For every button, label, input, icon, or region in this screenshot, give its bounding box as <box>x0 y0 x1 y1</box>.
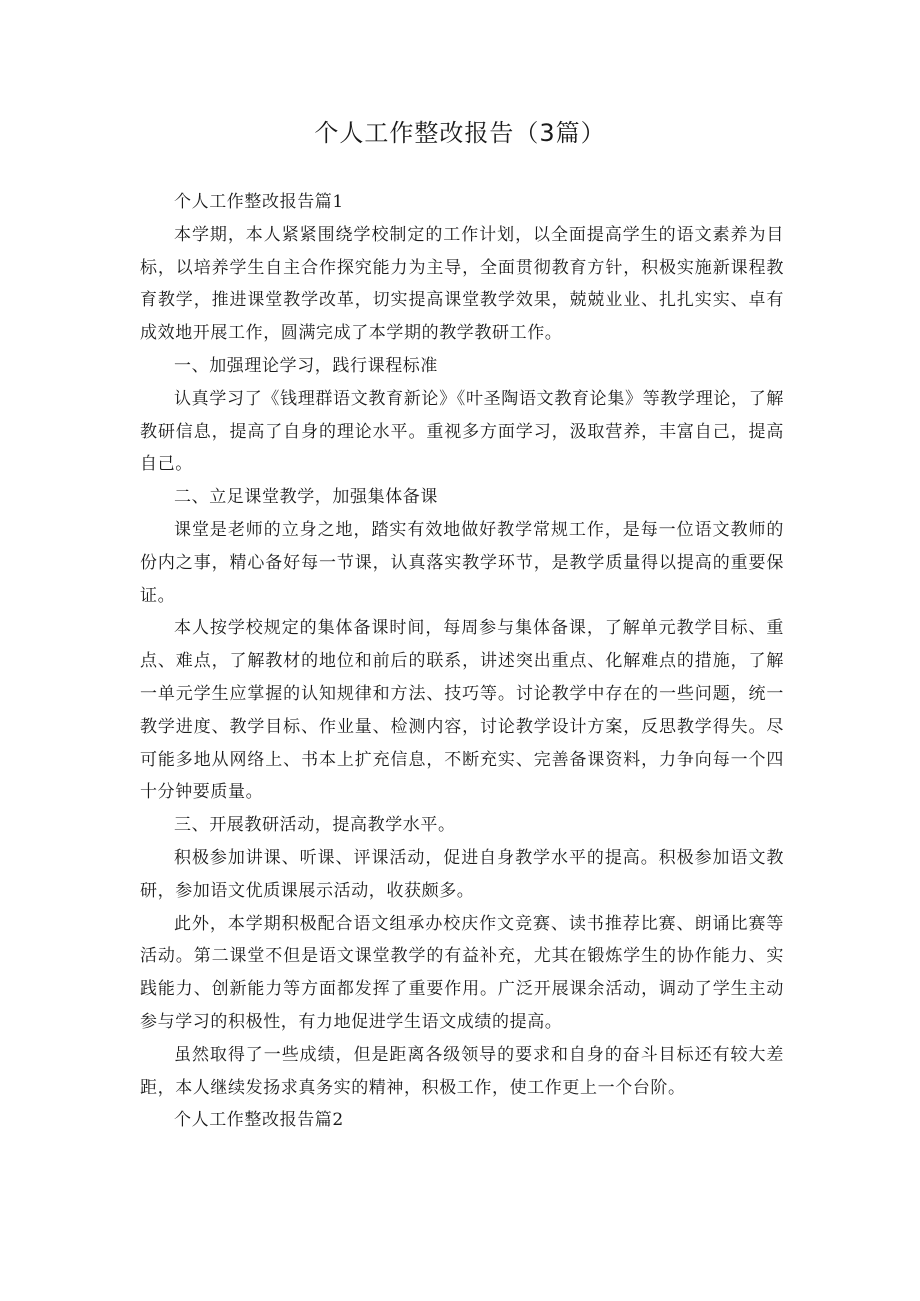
paragraph-extracurricular: 此外，本学期积极配合语文组承办校庆作文竞赛、读书推荐比赛、朗诵比赛等活动。第二课堂不但是语文课堂教学的有益补充，尤其在锻炼学生的协作能力、实践能力、创新能力等方面都发挥了重要作用。广泛开展课余活动，调动了学生主动参与学习的积极性，有力地促进学生语文成绩的提高。 <box>140 913 784 1032</box>
subheading-theory-study: 一、加强理论学习，践行课程标准 <box>174 355 438 376</box>
paragraph-collective-prep: 本人按学校规定的集体备课时间，每周参与集体备课，了解单元教学目标、重点、难点，了解教材的地位和前后的联系，讲述突出重点、化解难点的措施，了解一单元学生应掌握的认知规律和方法、技巧等。讨论教学中存在的一些问题，统一教学进度、教学目标、作业量、检测内容，讨论教学设计方案，反思教学得失。尽可能多地从网络上、书本上扩充信息，不断充实、完善备课资料，力争向每一个四十分钟要质量。 <box>140 618 784 803</box>
document-body <box>140 186 784 1137</box>
paragraph-theory-study: 认真学习了《钱理群语文教育新论》《叶圣陶语文教育论集》等教学理论，了解教研信息，提高了自身的理论水平。重视多方面学习，汲取营养，丰富自己，提高自己。 <box>140 388 784 475</box>
intro-paragraph: 本学期，本人紧紧围绕学校制定的工作计划，以全面提高学生的语文素养为目标，以培养学生自主合作探究能力为主导，全面贯彻教育方针，积极实施新课程教育教学，推进课堂教学改革，切实提高课堂教学效果，兢兢业业、扎扎实实、卓有成效地开展工作，圆满完成了本学期的教学教研工作。 <box>140 224 784 344</box>
paragraph-classroom: 课堂是老师的立身之地，踏实有效地做好教学常规工作，是每一位语文教师的份内之事，精心备好每一节课，认真落实教学环节，是教学质量得以提高的重要保证。 <box>140 519 784 606</box>
paragraph-research-activities: 积极参加讲课、听课、评课活动，促进自身教学水平的提高。积极参加语文教研，参加语文优质课展示活动，收获颇多。 <box>140 847 784 901</box>
section-heading-part-1: 个人工作整改报告篇1 <box>174 192 344 212</box>
document-title: 个人工作整改报告（3篇） <box>314 119 606 147</box>
paragraph-conclusion: 虽然取得了一些成绩，但是距离各级领导的要求和自身的奋斗目标还有较大差距，本人继续发扬求真务实的精神，积极工作，使工作更上一个台阶。 <box>140 1044 784 1098</box>
section-heading-part-2: 个人工作整改报告篇2 <box>174 1110 344 1131</box>
subheading-teaching-research: 三、开展教研活动，提高教学水平。 <box>174 815 456 836</box>
subheading-classroom-teaching: 二、立足课堂教学，加强集体备课 <box>174 487 438 508</box>
